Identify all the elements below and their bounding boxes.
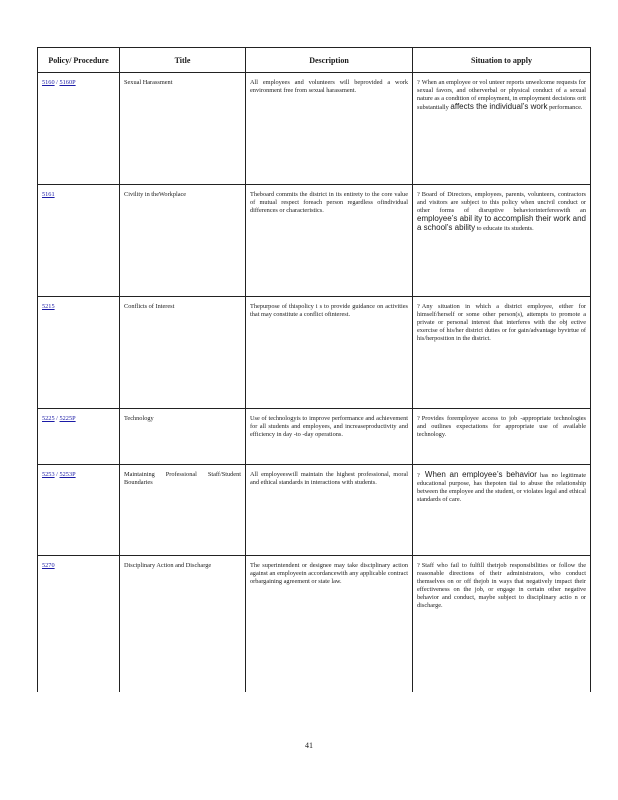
policy-cell bbox=[38, 556, 120, 692]
header-situation: Situation to apply bbox=[413, 48, 591, 73]
policy-link[interactable]: 5161 bbox=[42, 191, 55, 198]
policy-cell bbox=[38, 185, 120, 297]
page-number: 41 bbox=[305, 741, 313, 750]
policy-table bbox=[37, 47, 591, 692]
situation-emphasis-text: When an employee’s behavior bbox=[424, 470, 537, 479]
policy-cell: 5160 / 5160P bbox=[38, 73, 120, 185]
description-cell: Theboard commits the district in its entirety to the core value of mutual respect foreach person regardless ofindividual differences or characteristics. bbox=[246, 185, 413, 297]
description-cell: All employees and volunteers will beprovided a work environment free from sexual harassment. bbox=[246, 73, 413, 185]
table-row bbox=[38, 73, 591, 185]
header-description: Description bbox=[246, 48, 413, 73]
bullet-icon: ? bbox=[417, 191, 420, 198]
title-cell: Civility in theWorkplace bbox=[120, 185, 246, 297]
title-cell: Conflicts of Interest bbox=[120, 297, 246, 409]
policy-link[interactable]: 5160P bbox=[59, 79, 76, 86]
situation-cell bbox=[413, 556, 591, 692]
header-title: Title bbox=[120, 48, 246, 73]
situation-text: When an employee or vol unteer reports unwelcome requests for sexual favors, and otherverbal or physical conduct of a sexual nature as a condition of employment, in employment decisions orit substantially bbox=[417, 79, 586, 111]
situation-cell bbox=[413, 185, 591, 297]
situation-text: Staff who fail to fulfill theirjob responsibilities or follow the reasonable directions of their administrators, who conduct themselves on or off thejob in ways that negatively impact their effectiveness on the job, or engage in certain other negative behavior and conduct, maybe subject to disciplinary actio n or discharge. bbox=[417, 562, 586, 609]
policy-link[interactable]: 5253 bbox=[42, 471, 55, 478]
bullet-icon: ? bbox=[417, 472, 420, 479]
situation-emphasis-text: affects the individual’s work bbox=[450, 101, 548, 111]
bullet-icon: ? bbox=[417, 562, 420, 569]
title-cell: Disciplinary Action and Discharge bbox=[120, 556, 246, 692]
policy-link[interactable]: 5253P bbox=[59, 471, 76, 478]
situation-emphasis-text: employee’s abil ity to accomplish their work and a school’s ability bbox=[417, 213, 586, 232]
table-row bbox=[38, 297, 591, 409]
bullet-icon: ? bbox=[417, 303, 420, 310]
policy-link[interactable]: 5270 bbox=[42, 562, 55, 569]
situation-end-text: has no legitimate educational purpose, has thepoten tial to abuse the relationship between the employee and the student, or violates legal and ethical standards of care. bbox=[417, 472, 587, 503]
situation-text: Any situation in which a district employee, either for himself/herself or some other person(s), attempts to promote a private or personal interest that interferes with the obj ective exercise of his/her district duties or for gain/advantage byvirtue of his/herposition in the district. bbox=[417, 303, 586, 342]
policy-cell: 5253 / 5253P bbox=[38, 465, 120, 556]
situation-end-text: performance. bbox=[549, 103, 583, 111]
policy-link[interactable]: 5160 bbox=[42, 79, 55, 86]
policy-link[interactable]: 5225P bbox=[59, 415, 76, 422]
title-cell: Technology bbox=[120, 409, 246, 465]
title-cell: Sexual Harassment bbox=[120, 73, 246, 185]
policy-cell: 5225 / 5225P bbox=[38, 409, 120, 465]
situation-end-text: to educate its students. bbox=[476, 224, 534, 232]
description-cell: All employeeswill maintain the highest professional, moral and ethical standards in interactions with students. bbox=[246, 465, 413, 556]
situation-cell bbox=[413, 297, 591, 409]
bullet-icon: ? bbox=[417, 415, 420, 422]
title-cell: Maintaining Professional Staff/Student Boundaries bbox=[120, 465, 246, 556]
table-row bbox=[38, 556, 591, 692]
situation-text: Board of Directors, employees, parents, volunteers, contractors and visitors are subject to this policy when uncivil conduct or other forms of disruptive behaviorinterfereswith an bbox=[417, 191, 586, 214]
situation-cell bbox=[413, 465, 591, 556]
table-row bbox=[38, 465, 591, 556]
policy-cell bbox=[38, 297, 120, 409]
description-cell: Thepurpose of thispolicy i s to provide guidance on activities that may constitute a conflict ofinterest. bbox=[246, 297, 413, 409]
table-row bbox=[38, 409, 591, 465]
situation-text: Provides foremployee access to job -appropriate technologies and outlines expectations for appropriate use of available technology. bbox=[417, 415, 586, 438]
header-policy: Policy/ Procedure bbox=[38, 48, 120, 73]
description-cell: Use of technologyis to improve performance and achievement for all students and employees, and increaseproductivity and efficiency in day -to -day operations. bbox=[246, 409, 413, 465]
table-header-row bbox=[38, 48, 591, 73]
policy-link[interactable]: 5225 bbox=[42, 415, 55, 422]
table-row bbox=[38, 185, 591, 297]
situation-cell bbox=[413, 73, 591, 185]
situation-cell bbox=[413, 409, 591, 465]
description-cell: The superintendent or designee may take disciplinary action against an employeein accordancewith any applicable contract orbargaining agreement or state law. bbox=[246, 556, 413, 692]
bullet-icon: ? bbox=[417, 79, 420, 86]
policy-link[interactable]: 5215 bbox=[42, 303, 55, 310]
